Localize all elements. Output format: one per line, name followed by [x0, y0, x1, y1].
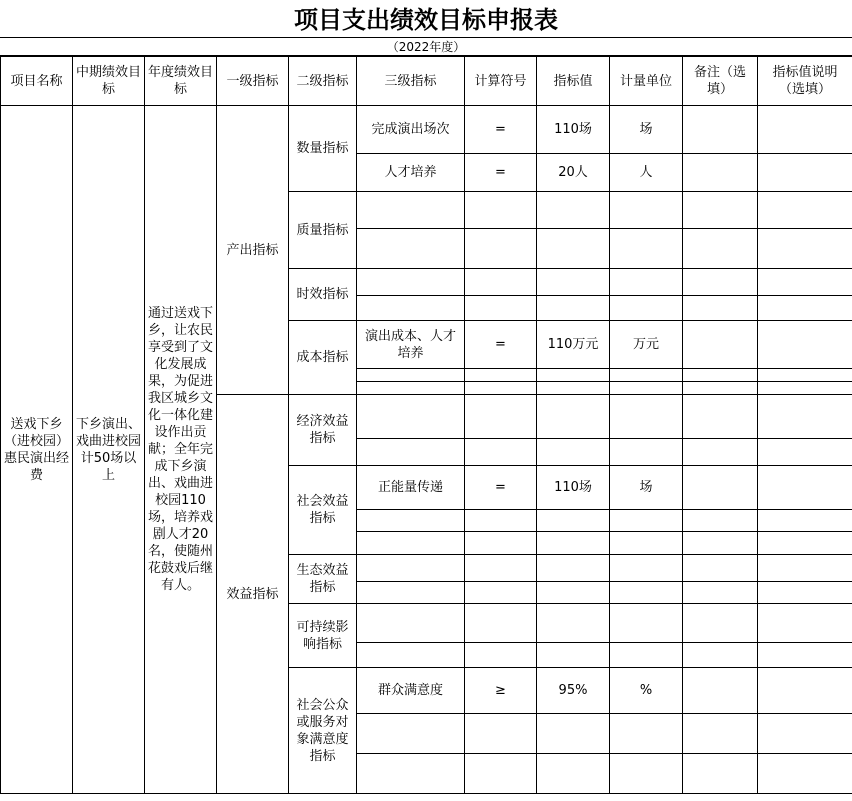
- level2-quality: 质量指标: [289, 192, 357, 269]
- indicator-name: 演出成本、人才培养: [357, 321, 465, 369]
- level2-timeliness: 时效指标: [289, 269, 357, 321]
- level2-cost: 成本指标: [289, 321, 357, 395]
- value-note-cell: [758, 668, 852, 714]
- header-unit: 计量单位: [610, 57, 683, 106]
- header-remark: 备注（选填）: [683, 57, 758, 106]
- indicator-symbol: ≥: [465, 668, 537, 714]
- indicator-value: 20人: [537, 154, 610, 192]
- level2-ecological: 生态效益指标: [289, 555, 357, 604]
- header-annual-goal: 年度绩效目标: [145, 57, 217, 106]
- indicator-value: 110万元: [537, 321, 610, 369]
- indicator-unit: 场: [610, 466, 683, 510]
- indicator-symbol: =: [465, 321, 537, 369]
- level2-sustainable: 可持续影响指标: [289, 604, 357, 668]
- indicator-name: 群众满意度: [357, 668, 465, 714]
- indicator-name: 人才培养: [357, 154, 465, 192]
- header-midterm-goal: 中期绩效目标: [73, 57, 145, 106]
- value-note-cell: [758, 106, 852, 154]
- header-project-name: 项目名称: [1, 57, 73, 106]
- level2-economic: 经济效益指标: [289, 395, 357, 466]
- value-note-cell: [758, 154, 852, 192]
- remark-cell: [683, 154, 758, 192]
- header-level1: 一级指标: [217, 57, 289, 106]
- project-name-cell: 送戏下乡（进校园）惠民演出经费: [1, 106, 73, 794]
- header-row: [1, 57, 852, 106]
- midterm-goal-cell: 下乡演出、戏曲进校园计50场以上: [73, 106, 145, 794]
- level1-output: 产出指标: [217, 106, 289, 395]
- table-row: [1, 106, 852, 154]
- remark-cell: [683, 668, 758, 714]
- header-value-note: 指标值说明（选填）: [758, 57, 852, 106]
- remark-cell: [683, 106, 758, 154]
- remark-cell: [683, 321, 758, 369]
- level2-quantity: 数量指标: [289, 106, 357, 192]
- value-note-cell: [758, 466, 852, 510]
- level1-benefit: 效益指标: [217, 395, 289, 794]
- indicator-value: 95%: [537, 668, 610, 714]
- indicator-name: 完成演出场次: [357, 106, 465, 154]
- performance-table: [0, 56, 852, 794]
- indicator-unit: 场: [610, 106, 683, 154]
- indicator-unit: 万元: [610, 321, 683, 369]
- header-target-value: 指标值: [537, 57, 610, 106]
- header-level3: 三级指标: [357, 57, 465, 106]
- year-line: （2022年度）: [0, 38, 852, 56]
- indicator-unit: %: [610, 668, 683, 714]
- header-calc-symbol: 计算符号: [465, 57, 537, 106]
- remark-cell: [683, 466, 758, 510]
- indicator-symbol: =: [465, 154, 537, 192]
- header-level2: 二级指标: [289, 57, 357, 106]
- indicator-unit: 人: [610, 154, 683, 192]
- annual-goal-cell: 通过送戏下乡，让农民享受到了文化发展成果，为促进我区城乡文化一体化建设作出贡献；全年完成下乡演出、戏曲进校园110场，培养戏剧人才20名，使随州花鼓戏后继有人。: [145, 106, 217, 794]
- indicator-symbol: =: [465, 106, 537, 154]
- indicator-value: 110场: [537, 106, 610, 154]
- indicator-name: 正能量传递: [357, 466, 465, 510]
- value-note-cell: [758, 321, 852, 369]
- level2-social: 社会效益指标: [289, 466, 357, 555]
- indicator-symbol: =: [465, 466, 537, 510]
- indicator-value: 110场: [537, 466, 610, 510]
- level2-satisfaction: 社会公众或服务对象满意度指标: [289, 668, 357, 794]
- page-title: 项目支出绩效目标申报表: [0, 0, 852, 38]
